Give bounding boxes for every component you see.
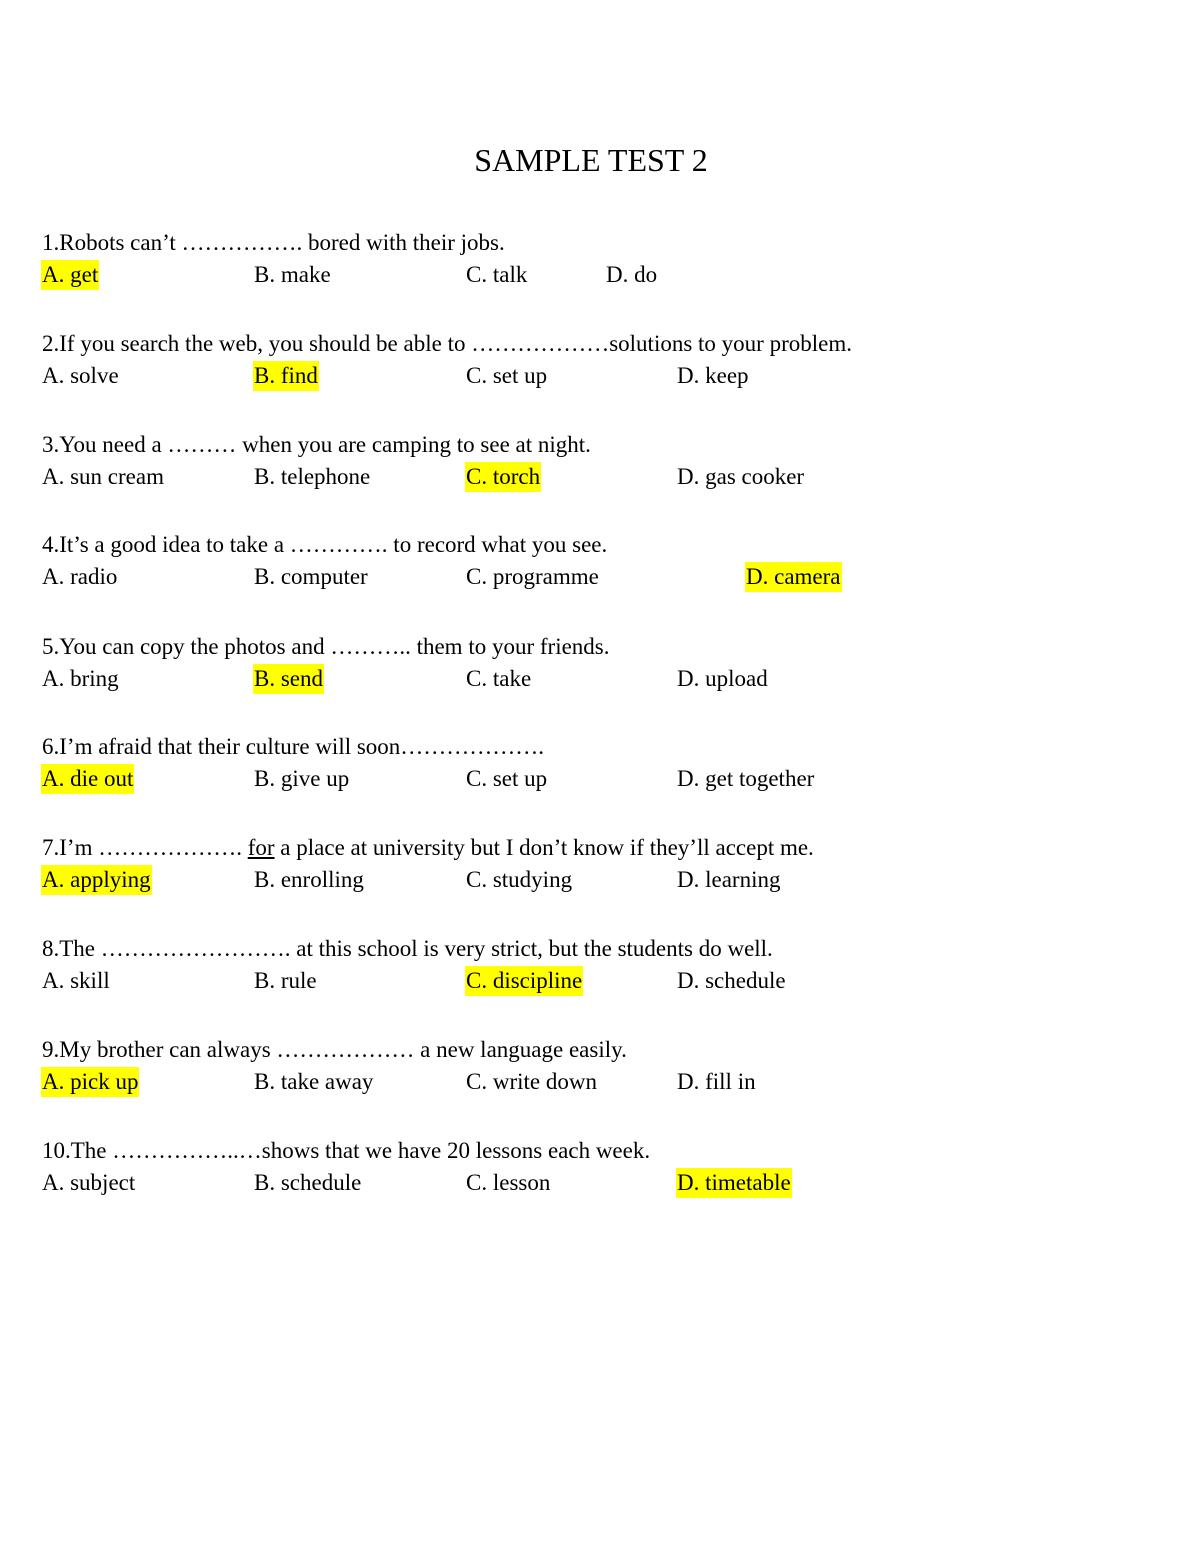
question-3 bbox=[42, 428, 1162, 496]
question-text bbox=[42, 730, 1162, 764]
answer-option: D. keep bbox=[677, 363, 749, 388]
question-1 bbox=[42, 226, 1162, 294]
question-text bbox=[42, 630, 1162, 664]
answer-option: C. studying bbox=[466, 867, 573, 892]
answer-options bbox=[42, 1168, 1162, 1202]
answer-option: A. solve bbox=[42, 363, 119, 388]
answer-option-correct: D. camera bbox=[745, 562, 842, 592]
answer-option: B. give up bbox=[254, 766, 350, 791]
answer-option: B. schedule bbox=[254, 1170, 362, 1195]
answer-option: B. computer bbox=[254, 564, 368, 589]
answer-options bbox=[42, 664, 1162, 698]
answer-option-correct: B. find bbox=[253, 361, 319, 391]
page-title: SAMPLE TEST 2 bbox=[474, 142, 708, 178]
answer-option: A. bring bbox=[42, 666, 119, 691]
answer-options bbox=[42, 966, 1162, 1000]
answer-option: B. make bbox=[254, 262, 331, 287]
question-text-after: a place at university but I don’t know if they’ll accept me. bbox=[274, 835, 814, 860]
answer-option-correct: A. pick up bbox=[41, 1067, 139, 1097]
question-text-before: 6.I’m afraid that their culture will soon………………. bbox=[42, 734, 545, 759]
question-text-before: 7.I’m ………………. bbox=[42, 835, 248, 860]
answer-option: C. talk bbox=[466, 262, 528, 287]
answer-option: D. upload bbox=[677, 666, 768, 691]
answer-option: C. lesson bbox=[466, 1170, 551, 1195]
answer-option-correct: D. timetable bbox=[676, 1168, 792, 1198]
answer-option: D. schedule bbox=[677, 968, 786, 993]
question-text-before: 8.The ……………………. at this school is very strict, but the students do well. bbox=[42, 936, 773, 961]
answer-options bbox=[42, 1067, 1162, 1101]
question-text-before: 2.If you search the web, you should be able to ………………solutions to your problem. bbox=[42, 331, 852, 356]
answer-option: B. enrolling bbox=[254, 867, 364, 892]
answer-option: A. radio bbox=[42, 564, 118, 589]
question-text-before: 3.You need a ……… when you are camping to see at night. bbox=[42, 432, 591, 457]
answer-option-correct: C. torch bbox=[465, 462, 541, 492]
answer-options bbox=[42, 361, 1162, 395]
answer-option: C. write down bbox=[466, 1069, 597, 1094]
question-text bbox=[42, 528, 1162, 562]
answer-option: D. get together bbox=[677, 766, 815, 791]
answer-option: C. programme bbox=[466, 564, 599, 589]
question-text bbox=[42, 226, 1162, 260]
answer-options bbox=[42, 865, 1162, 899]
answer-option-correct: A. get bbox=[41, 260, 99, 290]
answer-option: C. take bbox=[466, 666, 532, 691]
question-text bbox=[42, 428, 1162, 462]
question-7 bbox=[42, 831, 1162, 899]
question-5 bbox=[42, 630, 1162, 698]
question-10 bbox=[42, 1134, 1162, 1202]
question-8 bbox=[42, 932, 1162, 1000]
answer-options bbox=[42, 764, 1162, 798]
answer-options bbox=[42, 562, 1162, 596]
answer-option: A. sun cream bbox=[42, 464, 164, 489]
question-4 bbox=[42, 528, 1162, 596]
answer-option: D. learning bbox=[677, 867, 781, 892]
question-text bbox=[42, 831, 1162, 865]
question-9 bbox=[42, 1033, 1162, 1101]
answer-option: D. do bbox=[606, 262, 658, 287]
question-2 bbox=[42, 327, 1162, 395]
question-underlined-word: for bbox=[247, 835, 275, 860]
answer-option: C. set up bbox=[466, 766, 548, 791]
question-text-before: 5.You can copy the photos and ……….. them to your friends. bbox=[42, 634, 610, 659]
answer-option: A. subject bbox=[42, 1170, 136, 1195]
answer-option: D. fill in bbox=[677, 1069, 756, 1094]
answer-option-correct: C. discipline bbox=[465, 966, 583, 996]
question-text-before: 10.The ……………..…shows that we have 20 lessons each week. bbox=[42, 1138, 651, 1163]
answer-option: B. take away bbox=[254, 1069, 374, 1094]
answer-option: C. set up bbox=[466, 363, 548, 388]
answer-option: A. skill bbox=[42, 968, 110, 993]
answer-options bbox=[42, 260, 1162, 294]
answer-option-correct: B. send bbox=[253, 664, 324, 694]
question-text-before: 4.It’s a good idea to take a …………. to record what you see. bbox=[42, 532, 608, 557]
answer-option-correct: A. die out bbox=[41, 764, 134, 794]
question-text-before: 9.My brother can always ……………… a new language easily. bbox=[42, 1037, 627, 1062]
answer-options bbox=[42, 462, 1162, 496]
question-text-before: 1.Robots can’t ……………. bored with their jobs. bbox=[42, 230, 505, 255]
question-text bbox=[42, 932, 1162, 966]
answer-option-correct: A. applying bbox=[41, 865, 152, 895]
question-text bbox=[42, 1134, 1162, 1168]
answer-option: B. telephone bbox=[254, 464, 371, 489]
question-text bbox=[42, 327, 1162, 361]
answer-option: D. gas cooker bbox=[677, 464, 805, 489]
answer-option: B. rule bbox=[254, 968, 317, 993]
question-text bbox=[42, 1033, 1162, 1067]
question-6 bbox=[42, 730, 1162, 798]
